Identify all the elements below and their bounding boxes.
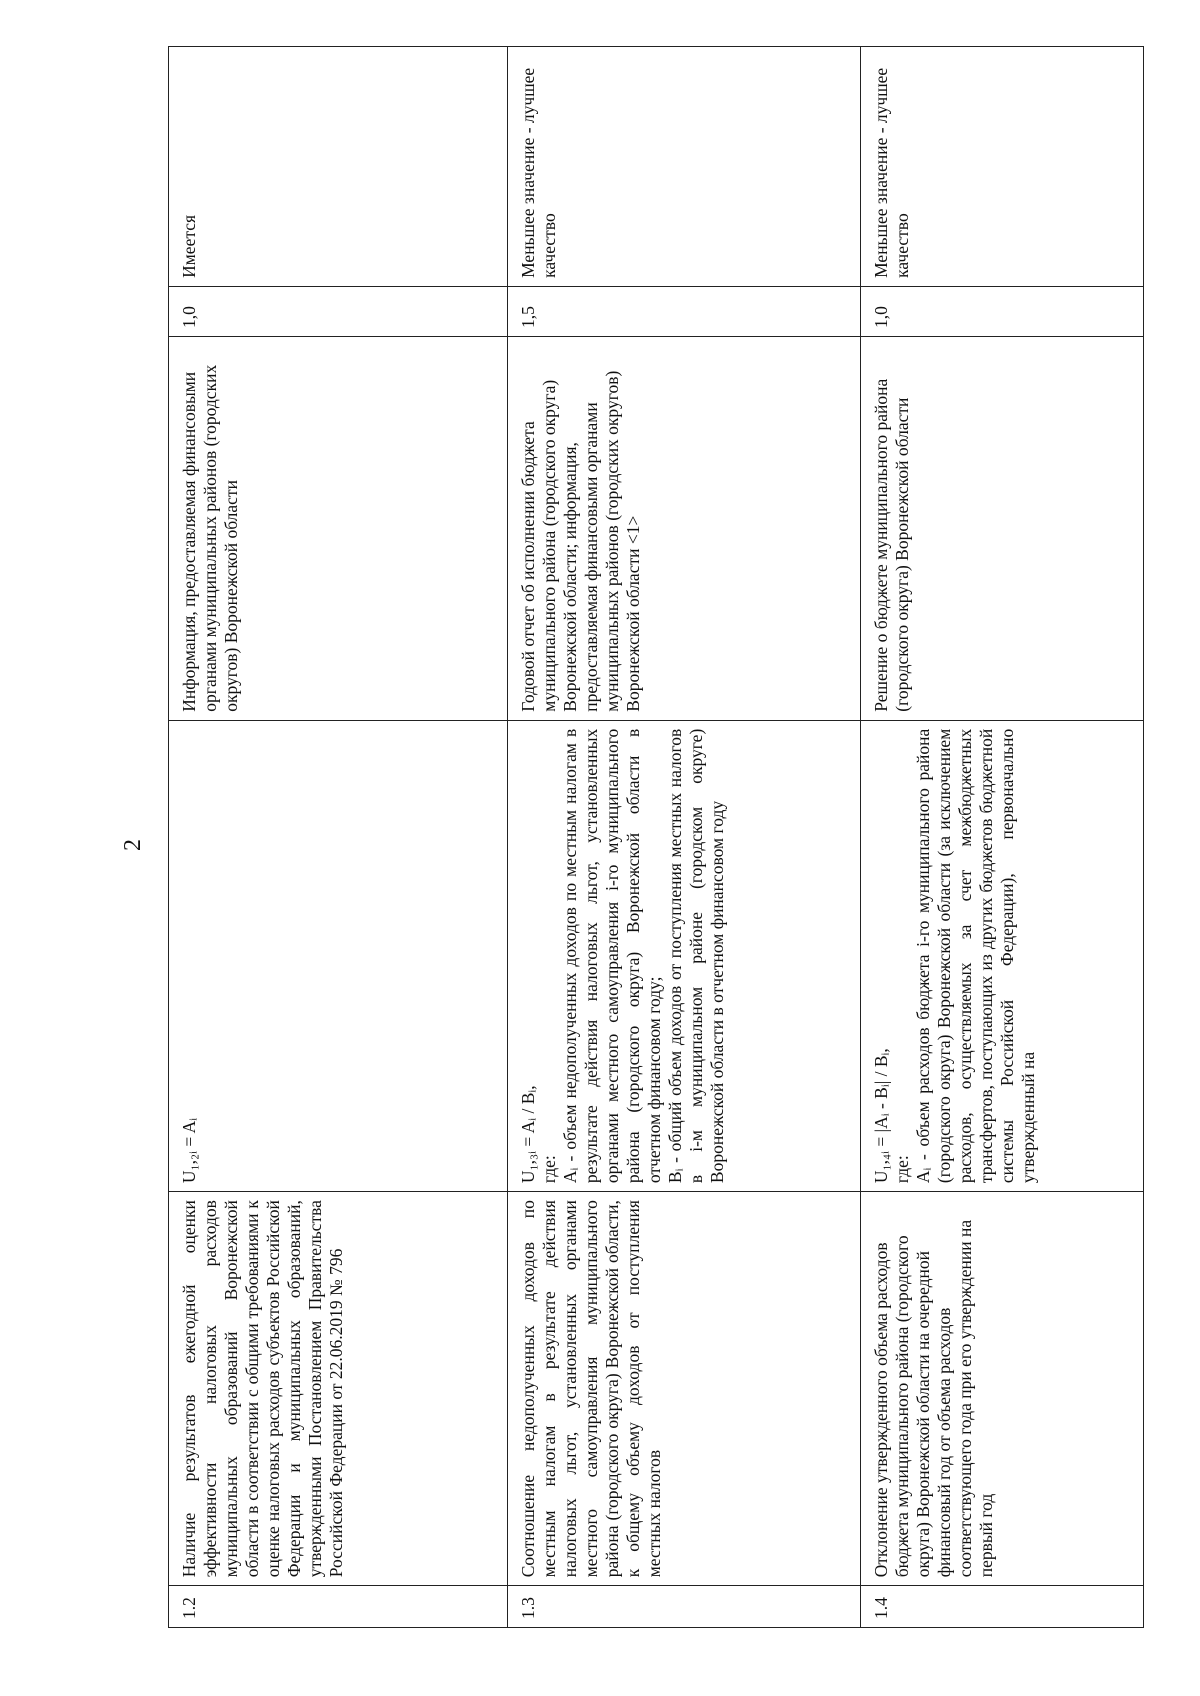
- row-number: 1.4: [861, 1586, 1144, 1628]
- table-row: [508, 47, 861, 1628]
- page-number: 2: [120, 839, 146, 851]
- table-row: [169, 47, 508, 1628]
- criteria-table: [168, 46, 1144, 1628]
- row-number: 1.2: [169, 1586, 508, 1628]
- indicator-name: Соотношение недополученных доходов по местным налогам в результате действия налоговых льгот, установленных органами местного самоуправления муниципального района (городского округа) Воронежской области, к общему объему доходов от поступления местных налогов: [508, 1192, 861, 1586]
- indicator-name: Отклонение утвержденного объема расходов бюджета муниципального района (городского округа) Воронежской области на очередной финансовый год от объема расходов соответствующего года при его утверждении на первый год: [861, 1192, 1144, 1586]
- indicator-weight: 1,0: [169, 286, 508, 336]
- indicator-note: Меньшее значение - лучшее качество: [861, 47, 1144, 287]
- row-number: 1.3: [508, 1586, 861, 1628]
- data-source: Годовой отчет об исполнении бюджета муниципального района (городского округа) Воронежской области; информация, предоставляемая финансовыми органами муниципальных районов (городских округов) Воронежской области <1>: [508, 336, 861, 720]
- indicator-name: Наличие результатов ежегодной оценки эффективности налоговых расходов муниципальных образований Воронежской области в соответствии с общими требованиями к оценке налоговых расходов субъектов Российской Федерации и муниципальных образований, утвержденными Постановлением Правительства Российской Федерации от 22.06.2019 № 796: [169, 1192, 508, 1586]
- indicator-formula: U₁,₃ᵢ = Aᵢ / Bᵢ, где: Aᵢ - объем недополученных доходов по местным налогам в результате действия налоговых льгот, установленных органами местного самоуправления i-го муниципального района (городского округа) Воронежской области в отчетном финансовом году; Bᵢ - общий объем доходов от поступления местных налогов в i-м муниципальном районе (городском округе) Воронежской области в отчетном финансовом году: [508, 720, 861, 1191]
- data-source: Информация, предоставляемая финансовыми органами муниципальных районов (городских округов) Воронежской области: [169, 336, 508, 720]
- indicator-formula: U₁,₄ᵢ = |Aᵢ - Bᵢ| / Bᵢ, где: Aᵢ - объем расходов бюджета i-го муниципального района (городского округа) Воронежской области (за исключением расходов, осуществляемых за счет межбюджетных трансфертов, поступающих из других бюджетов бюджетной системы Российской Федерации), первоначально утвержденный на: [861, 720, 1144, 1191]
- indicator-note: Имеется: [169, 47, 508, 287]
- indicator-weight: 1,5: [508, 286, 861, 336]
- data-source: Решение о бюджете муниципального района (городского округа) Воронежской области: [861, 336, 1144, 720]
- indicator-weight: 1,0: [861, 286, 1144, 336]
- indicator-note: Меньшее значение - лучшее качество: [508, 47, 861, 287]
- indicator-formula: U₁,₂ᵢ = Aᵢ: [169, 720, 508, 1191]
- table-row: [861, 47, 1144, 1628]
